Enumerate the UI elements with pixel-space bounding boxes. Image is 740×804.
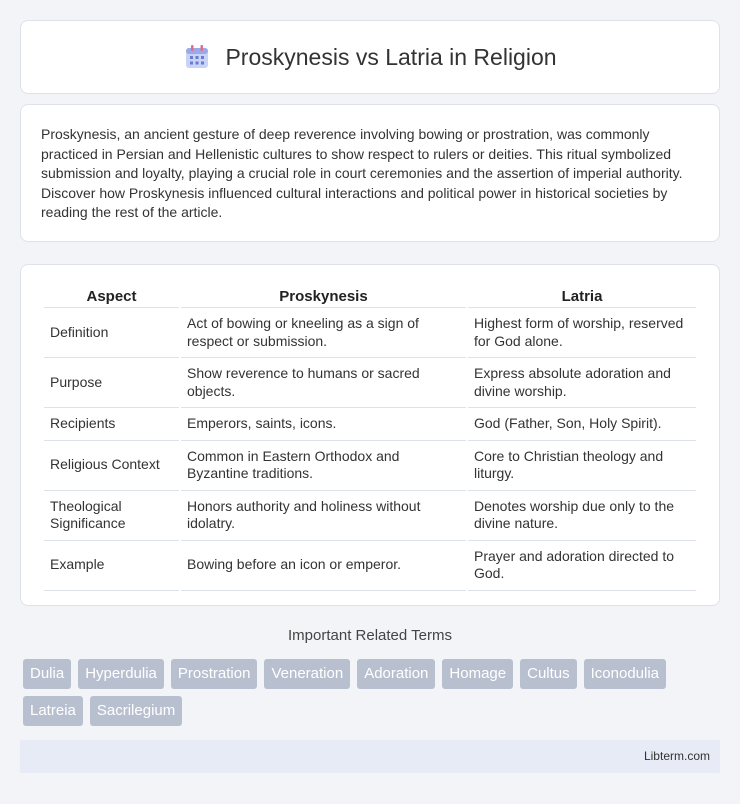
cell-latria: Highest form of worship, reserved for God alone. bbox=[468, 308, 696, 358]
table-row bbox=[44, 408, 696, 441]
cell-proskynesis: Emperors, saints, icons. bbox=[181, 408, 466, 441]
header-card bbox=[20, 20, 720, 94]
page-title: Proskynesis vs Latria in Religion bbox=[225, 43, 557, 70]
cell-proskynesis: Show reverence to humans or sacred objects. bbox=[181, 358, 466, 408]
term-tag[interactable]: Cultus bbox=[520, 659, 577, 689]
cell-aspect: Purpose bbox=[44, 358, 179, 408]
cell-aspect: Recipients bbox=[44, 408, 179, 441]
header-latria: Latria bbox=[468, 285, 696, 308]
cell-latria: Express absolute adoration and divine worship. bbox=[468, 358, 696, 408]
term-tag[interactable]: Homage bbox=[442, 659, 513, 689]
cell-proskynesis: Honors authority and holiness without idolatry. bbox=[181, 491, 466, 541]
table-row bbox=[44, 308, 696, 358]
table-header-row bbox=[44, 285, 696, 308]
table-row bbox=[44, 491, 696, 541]
term-tag[interactable]: Iconodulia bbox=[584, 659, 666, 689]
cell-latria: Denotes worship due only to the divine nature. bbox=[468, 491, 696, 541]
cell-proskynesis: Common in Eastern Orthodox and Byzantine traditions. bbox=[181, 441, 466, 491]
term-tag[interactable]: Latreia bbox=[23, 696, 83, 726]
comparison-table-card bbox=[20, 264, 720, 606]
term-tag[interactable]: Sacrilegium bbox=[90, 696, 182, 726]
term-tag[interactable]: Prostration bbox=[171, 659, 258, 689]
cell-aspect: Theological Significance bbox=[44, 491, 179, 541]
cell-proskynesis: Act of bowing or kneeling as a sign of respect or submission. bbox=[181, 308, 466, 358]
intro-text: Proskynesis, an ancient gesture of deep reverence involving bowing or prostration, was commonly practiced in Persian and Hellenistic cultures to show respect to rulers or deities. This ritual symbolized submission and loyalty, playing a crucial role in court ceremonies and the assertion of imperial authority. Discover how Proskynesis influenced cultural interactions and political power in historical societies by reading the rest of the article. bbox=[41, 126, 683, 220]
cell-aspect: Definition bbox=[44, 308, 179, 358]
related-terms-title: Important Related Terms bbox=[288, 627, 452, 644]
header-aspect: Aspect bbox=[44, 285, 179, 308]
related-terms-list bbox=[23, 659, 723, 726]
term-tag[interactable]: Veneration bbox=[264, 659, 350, 689]
term-tag[interactable]: Dulia bbox=[23, 659, 71, 689]
table-row bbox=[44, 358, 696, 408]
cell-latria: Core to Christian theology and liturgy. bbox=[468, 441, 696, 491]
term-tag[interactable]: Adoration bbox=[357, 659, 435, 689]
calendar-icon bbox=[183, 43, 211, 71]
cell-aspect: Example bbox=[44, 541, 179, 591]
intro-card bbox=[20, 104, 720, 242]
cell-latria: Prayer and adoration directed to God. bbox=[468, 541, 696, 591]
comparison-table bbox=[42, 285, 698, 591]
cell-latria: God (Father, Son, Holy Spirit). bbox=[468, 408, 696, 441]
cell-aspect: Religious Context bbox=[44, 441, 179, 491]
term-tag[interactable]: Hyperdulia bbox=[78, 659, 164, 689]
footer bbox=[20, 740, 720, 773]
table-row bbox=[44, 541, 696, 591]
header-proskynesis: Proskynesis bbox=[181, 285, 466, 308]
table-row bbox=[44, 441, 696, 491]
cell-proskynesis: Bowing before an icon or emperor. bbox=[181, 541, 466, 591]
footer-site-link[interactable]: Libterm.com bbox=[643, 749, 710, 763]
